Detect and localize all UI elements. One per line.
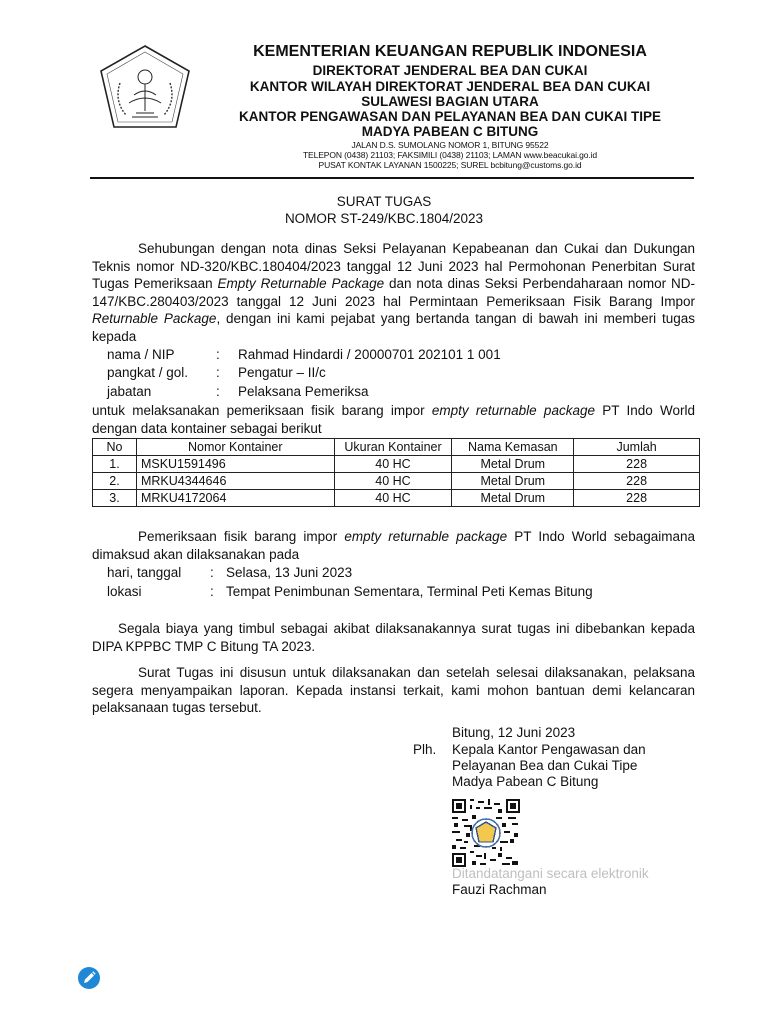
region-name: SULAWESI BAGIAN UTARA <box>361 94 539 109</box>
directorate-name: DIREKTORAT JENDERAL BEA DAN CUKAI <box>312 63 588 78</box>
rank-label: pangkat / gol. <box>107 365 189 380</box>
package-name: Metal Drum <box>452 490 574 507</box>
container-number: MSKU1591496 <box>136 456 334 473</box>
location-label: lokasi <box>107 584 142 599</box>
container-size: 40 HC <box>334 456 452 473</box>
edit-button[interactable] <box>78 967 100 989</box>
column-header: Nomor Kontainer <box>136 439 334 456</box>
row-number: 3. <box>93 490 137 507</box>
office-contact: PUSAT KONTAK LAYANAN 1500225; SUREL bcbitung@customs.go.id <box>318 160 582 170</box>
column-header: No <box>93 439 137 456</box>
table-row <box>93 456 700 473</box>
day-colon: : <box>210 565 214 580</box>
cost-paragraph: Segala biaya yang timbul sebagai akibat dilaksanakannya surat tugas ini dibebankan kepada DIPA KPPBC TMP C Bitung TA 2023. <box>92 621 695 654</box>
regional-office-name: KANTOR WILAYAH DIREKTORAT JENDERAL BEA DAN CUKAI <box>249 79 651 94</box>
location-colon: : <box>210 584 214 599</box>
signature-plh: Plh. <box>413 742 437 757</box>
qr-code-icon <box>452 799 520 867</box>
rank-value: Pengatur – II/c <box>238 365 326 380</box>
column-header: Jumlah <box>574 439 700 456</box>
signature-title-line2: Pelayanan Bea dan Cukai Tipe <box>452 758 638 773</box>
exam-paragraph: Pemeriksaan fisik barang impor empty returnable package PT Indo World sebagaimana dimaksud akan dilaksanakan pada <box>92 529 695 562</box>
column-header: Nama Kemasan <box>452 439 574 456</box>
container-size: 40 HC <box>334 473 452 490</box>
table-row <box>93 490 700 507</box>
signature-place-date: Bitung, 12 Juni 2023 <box>452 725 576 740</box>
row-number: 1. <box>93 456 137 473</box>
edit-pen-icon <box>78 967 100 989</box>
office-name-line2: MADYA PABEAN C BITUNG <box>361 124 539 139</box>
letter-number: NOMOR ST-249/KBC.1804/2023 <box>284 211 484 226</box>
container-table <box>92 438 700 507</box>
intro-paragraph: Sehubungan dengan nota dinas Seksi Pelayanan Kepabeanan dan Cukai dan Dukungan Teknis nomor ND-320/KBC.180404/2023 tanggal 12 Juni 2023 hal Permohonan Penerbitan Surat Tugas Pemeriksaan Empty Returnable Package dan nota dinas Seksi Perbendaharaan nomor ND-147/KBC.280403/2023 tanggal 12 Juni 2023 hal Permintaan Pemeriksaan Fisik Barang Impor Returnable Package, dengan ini kami pejabat yang bertanda tangan di bawah ini memberi tugas kepada <box>92 241 696 344</box>
office-address: JALAN D.S. SUMOLANG NOMOR 1, BITUNG 95522 <box>351 140 549 150</box>
row-number: 2. <box>93 473 137 490</box>
package-name: Metal Drum <box>452 473 574 490</box>
name-colon: : <box>216 347 220 362</box>
position-value: Pelaksana Pemeriksa <box>238 384 369 399</box>
ministry-emblem-icon <box>96 43 194 133</box>
office-name-line1: KANTOR PENGAWASAN DAN PELAYANAN BEA DAN CUKAI TIPE <box>238 109 662 124</box>
name-label: nama / NIP <box>107 347 175 362</box>
letter-title: SURAT TUGAS <box>336 194 432 209</box>
position-label: jabatan <box>107 384 152 399</box>
container-size: 40 HC <box>334 490 452 507</box>
table-header-row <box>93 439 700 456</box>
table-row <box>93 473 700 490</box>
container-number: MRKU4344646 <box>136 473 334 490</box>
quantity: 228 <box>574 456 700 473</box>
signature-title-line3: Madya Pabean C Bitung <box>452 774 599 789</box>
ministry-name: KEMENTERIAN KEUANGAN REPUBLIK INDONESIA <box>253 43 647 60</box>
header-divider <box>90 177 694 179</box>
day-label: hari, tanggal <box>107 565 182 580</box>
quantity: 228 <box>574 473 700 490</box>
package-name: Metal Drum <box>452 456 574 473</box>
signature-title-line1: Kepala Kantor Pengawasan dan <box>452 742 646 757</box>
task-paragraph: untuk melaksanakan pemeriksaan fisik barang impor empty returnable package PT Indo World dengan data kontainer sebagai berikut <box>92 403 696 436</box>
rank-colon: : <box>216 365 220 380</box>
day-value: Selasa, 13 Juni 2023 <box>226 565 353 580</box>
column-header: Ukuran Kontainer <box>334 439 452 456</box>
container-number: MRKU4172064 <box>136 490 334 507</box>
position-colon: : <box>216 384 220 399</box>
signer-name: Fauzi Rachman <box>452 882 547 897</box>
electronic-signature-note: Ditandatangani secara elektronik <box>452 866 649 881</box>
location-value: Tempat Penimbunan Sementara, Terminal Peti Kemas Bitung <box>226 584 593 599</box>
quantity: 228 <box>574 490 700 507</box>
closing-paragraph: Surat Tugas ini disusun untuk dilaksanakan dan setelah selesai dilaksanakan, pelaksana segera menyampaikan laporan. Kepada instansi terkait, kami mohon bantuan demi kelancaran pelaksanaan tugas tersebut. <box>92 665 695 716</box>
name-value: Rahmad Hindardi / 20000701 202101 1 001 <box>238 347 501 362</box>
office-phone: TELEPON (0438) 21103; FAKSIMILI (0438) 21103; LAMAN www.beacukai.go.id <box>302 150 598 160</box>
